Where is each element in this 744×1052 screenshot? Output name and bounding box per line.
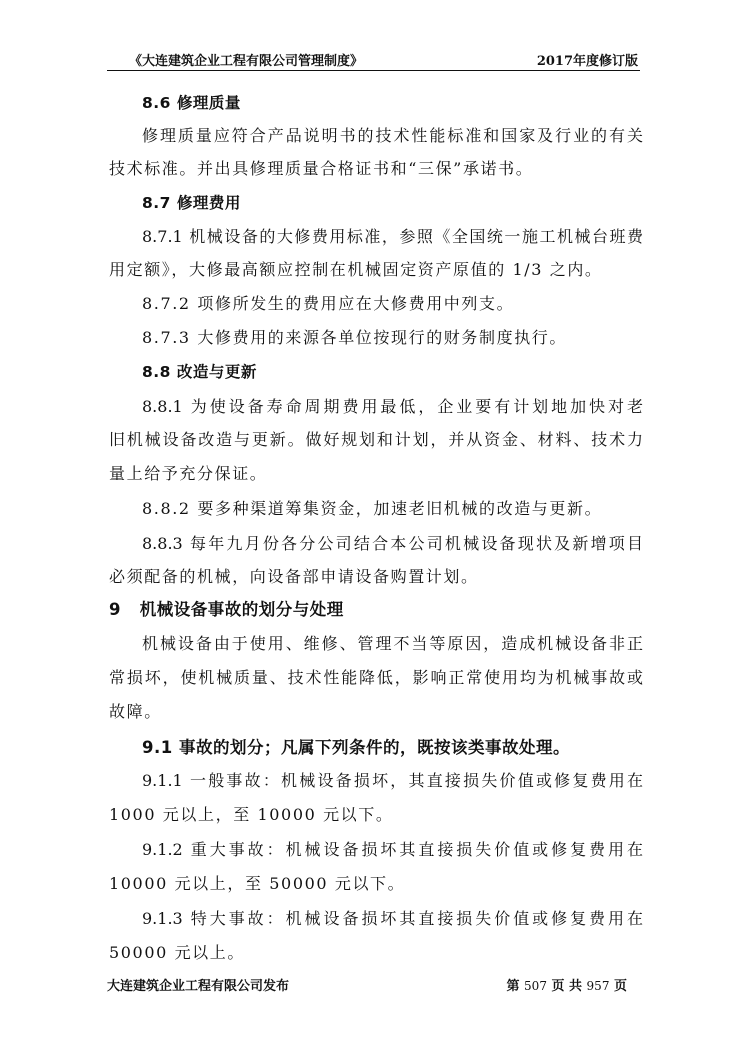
paragraph-line: 50000 元以上。: [109, 943, 245, 962]
section-heading-8-6: 8.6 修理质量: [142, 94, 241, 112]
paragraph-line: 旧机械设备改造与更新。做好规划和计划，并从资金、材料、技术力: [109, 430, 643, 449]
paragraph-line: 常损坏，使机械质量、技术性能降低，影响正常使用均为机械事故或: [109, 668, 643, 687]
page-header: [107, 48, 640, 71]
page-mid: 页 共: [551, 979, 583, 994]
paragraph-line: 8.7.1 机械设备的大修费用标准，参照《全国统一施工机械台班费: [142, 227, 643, 246]
section-heading-8-8: 8.8 改造与更新: [142, 363, 257, 381]
page-footer: [107, 975, 627, 995]
paragraph-line: 技术标准。并出具修理质量合格证书和“三保”承诺书。: [109, 159, 534, 178]
paragraph-line: 9.1.1 一般事故：机械设备损坏，其直接损失价值或修复费用在: [142, 771, 643, 790]
paragraph-line: 10000 元以上，至 50000 元以下。: [109, 874, 406, 893]
paragraph-line: 量上给予充分保证。: [109, 464, 268, 483]
page-suffix: 页: [613, 979, 627, 994]
section-heading-8-7: 8.7 修理费用: [142, 194, 241, 212]
total-pages: 957: [586, 979, 610, 993]
paragraph-line: 必须配备的机械，向设备部申请设备购置计划。: [109, 567, 479, 586]
paragraph-line: 用定额》，大修最高额应控制在机械固定资产原值的 1/3 之内。: [109, 260, 603, 279]
edition-label: 2017年度修订版: [536, 54, 638, 69]
paragraph-line: 8.7.2 项修所发生的费用应在大修费用中列支。: [142, 294, 515, 313]
paragraph-line: 机械设备由于使用、维修、管理不当等原因，造成机械设备非正: [142, 634, 643, 653]
publisher-label: 大连建筑企业工程有限公司发布: [107, 979, 290, 994]
paragraph-line: 修理质量应符合产品说明书的技术性能标准和国家及行业的有关: [142, 126, 643, 145]
paragraph-line: 8.8.1 为使设备寿命周期费用最低，企业要有计划地加快对老: [142, 397, 643, 416]
current-page: 507: [524, 979, 547, 993]
document-title: 《大连建筑企业工程有限公司管理制度》: [129, 54, 364, 69]
paragraph-line: 1000 元以上，至 10000 元以下。: [109, 805, 394, 824]
paragraph-line: 8.8.2 要多种渠道筹集资金，加速老旧机械的改造与更新。: [142, 499, 603, 518]
paragraph-line: 8.8.3 每年九月份各分公司结合本公司机械设备现状及新增项目: [142, 534, 643, 553]
page-number: [507, 975, 628, 994]
paragraph-line: 8.7.3 大修费用的来源各单位按现行的财务制度执行。: [142, 328, 567, 347]
section-heading-9: 9 机械设备事故的划分与处理: [109, 600, 344, 619]
section-heading-9-1: 9.1 事故的划分；凡属下列条件的，既按该类事故处理。: [142, 738, 570, 757]
paragraph-line: 故障。: [109, 702, 162, 721]
paragraph-line: 9.1.3 特大事故：机械设备损坏其直接损失价值或修复费用在: [142, 909, 643, 928]
page-prefix: 第: [506, 979, 520, 994]
paragraph-line: 9.1.2 重大事故：机械设备损坏其直接损失价值或修复费用在: [142, 840, 643, 859]
